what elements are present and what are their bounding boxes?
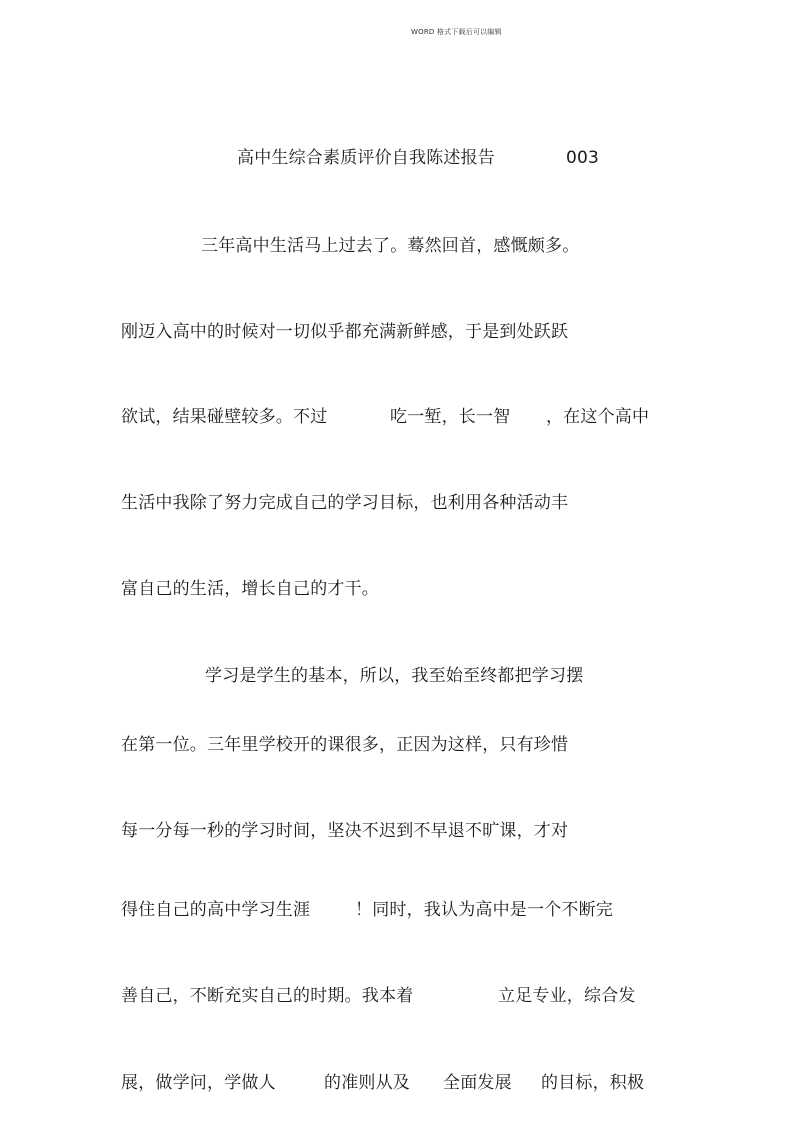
header-note: WORD 格式下载后可以编辑 xyxy=(411,28,502,36)
paragraph-line: 吃一堑，长一智 xyxy=(390,407,511,427)
document-title-number: 003 xyxy=(566,148,600,168)
document-title: 高中生综合素质评价自我陈述报告 xyxy=(237,148,495,168)
paragraph-line: ！同时，我认为高中是一个不断完 xyxy=(355,900,613,920)
paragraph-line: 立足专业，综合发 xyxy=(498,986,636,1006)
paragraph-line: 的准则从及 xyxy=(324,1073,410,1093)
paragraph-line: 的目标，积极 xyxy=(541,1073,645,1093)
paragraph-line: 三年高中生活马上过去了。蓦然回首，感慨颇多。 xyxy=(201,236,580,256)
paragraph-line: 刚迈入高中的时候对一切似乎都充满新鲜感，于是到处跃跃 xyxy=(121,322,569,342)
paragraph-line: 学习是学生的基本，所以，我至始至终都把学习摆 xyxy=(205,666,584,686)
paragraph-line: 善自己，不断充实自己的时期。我本着 xyxy=(121,986,414,1006)
paragraph-line: 在第一位。三年里学校开的课很多，正因为这样，只有珍惜 xyxy=(121,735,569,755)
paragraph-line: 得住自己的高中学习生涯 xyxy=(121,900,311,920)
paragraph-line: 展，做学问，学做人 xyxy=(121,1073,276,1093)
paragraph-line: 富自己的生活，增长自己的才干。 xyxy=(121,579,379,599)
paragraph-line: 欲试，结果碰壁较多。不过 xyxy=(121,407,328,427)
paragraph-line: ，在这个高中 xyxy=(546,407,650,427)
paragraph-line: 生活中我除了努力完成自己的学习目标，也利用各种活动丰 xyxy=(121,493,569,513)
paragraph-line: 每一分每一秒的学习时间，坚决不迟到不早退不旷课，才对 xyxy=(121,821,569,841)
paragraph-line: 全面发展 xyxy=(443,1073,512,1093)
